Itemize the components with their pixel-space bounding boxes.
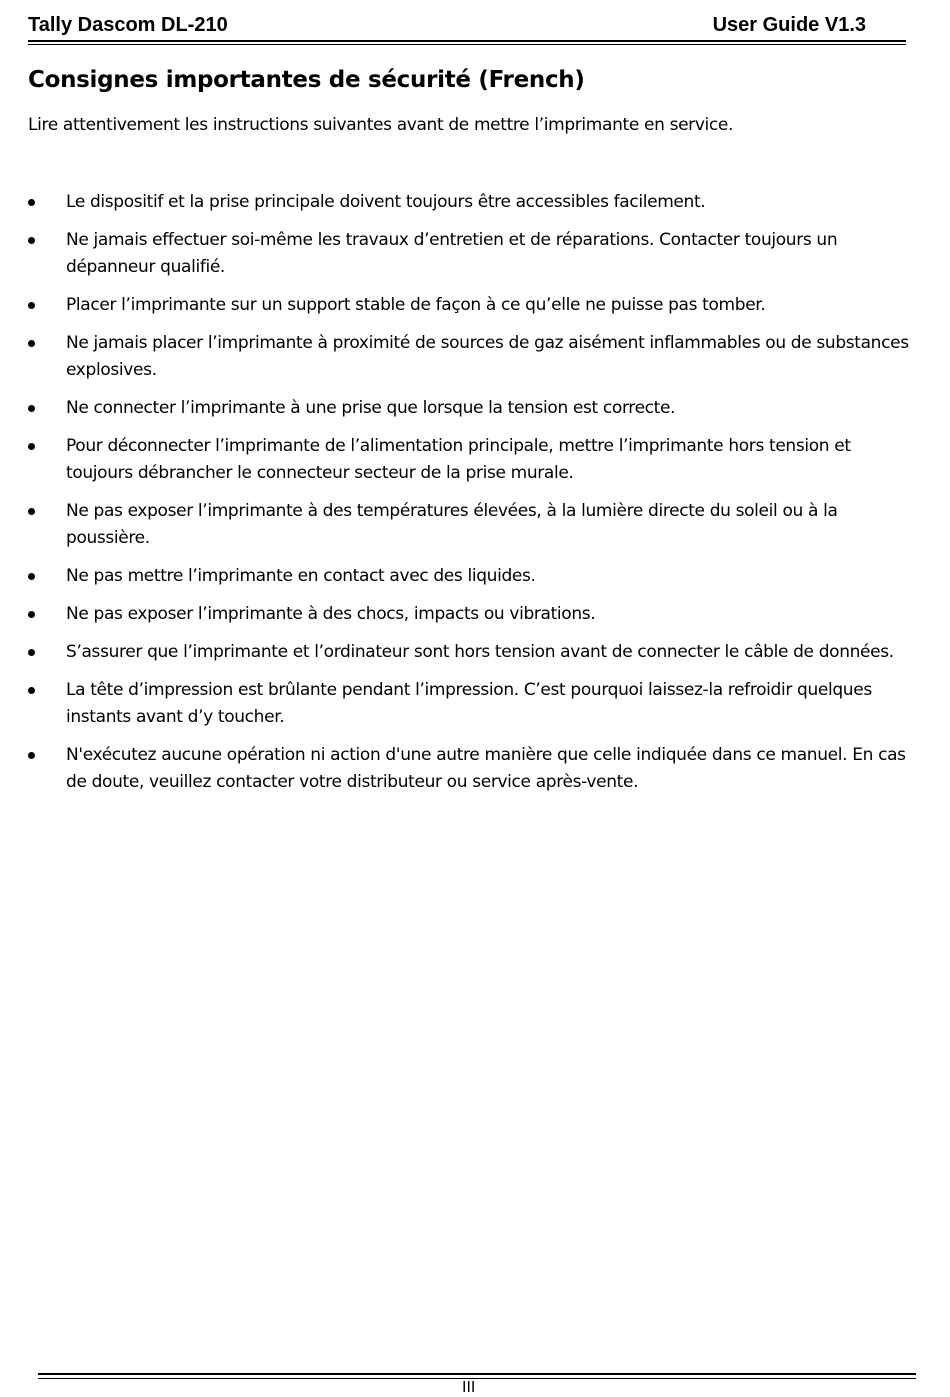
list-item-text: S’assurer que l’imprimante et l’ordinateur sont hors tension avant de connecter le câble de données. (66, 642, 894, 662)
bullet-icon (28, 443, 35, 450)
header-product-name: Tally Dascom DL-210 (28, 14, 228, 36)
list-item (28, 330, 918, 384)
footer-rule-thick (38, 1373, 916, 1375)
list-item-text: Ne jamais effectuer soi-même les travaux d’entretien et de réparations. Contacter toujours un dépanneur qualifié. (66, 230, 838, 277)
list-item-text: Le dispositif et la prise principale doivent toujours être accessibles facilement. (66, 192, 706, 212)
bullet-icon (28, 508, 35, 515)
list-item (28, 395, 918, 422)
bullet-icon (28, 237, 35, 244)
list-item (28, 433, 918, 487)
list-item (28, 563, 918, 590)
bullet-icon (28, 752, 35, 759)
bullet-icon (28, 611, 35, 618)
list-item (28, 677, 918, 731)
list-item-text: Ne connecter l’imprimante à une prise que lorsque la tension est correcte. (66, 398, 676, 418)
bullet-icon (28, 573, 35, 580)
list-item (28, 742, 918, 796)
bullet-icon (28, 199, 35, 206)
intro-paragraph: Lire attentivement les instructions suivantes avant de mettre l’imprimante en service. (28, 115, 734, 135)
list-item-text: Ne pas exposer l’imprimante à des températures élevées, à la lumière directe du soleil ou à la poussière. (66, 501, 838, 548)
list-item (28, 292, 918, 319)
list-item (28, 189, 918, 216)
bullet-icon (28, 649, 35, 656)
footer-rule-thin (38, 1378, 916, 1379)
list-item-text: Placer l’imprimante sur un support stable de façon à ce qu’elle ne puisse pas tomber. (66, 295, 766, 315)
bullet-icon (28, 687, 35, 694)
list-item (28, 498, 918, 552)
bullet-icon (28, 405, 35, 412)
list-item-text: Pour déconnecter l’imprimante de l’alimentation principale, mettre l’imprimante hors tension et toujours débrancher le connecteur secteur de la prise murale. (66, 436, 851, 483)
page-title: Consignes importantes de sécurité (French) (28, 67, 585, 93)
list-item (28, 227, 918, 281)
list-item (28, 639, 918, 666)
header-rule-thick (28, 40, 906, 42)
list-item (28, 601, 918, 628)
page-number: III (462, 1379, 476, 1396)
list-item-text: Ne pas mettre l’imprimante en contact avec des liquides. (66, 566, 536, 586)
list-item-text: N'exécutez aucune opération ni action d'une autre manière que celle indiquée dans ce manuel. En cas de doute, veuillez contacter votre distributeur ou service après-vente. (66, 745, 906, 792)
page-header (28, 10, 906, 38)
list-item-text: La tête d’impression est brûlante pendant l’impression. C’est pourquoi laissez-la refroidir quelques instants avant d’y toucher. (66, 680, 872, 727)
safety-instructions-list (28, 189, 918, 807)
list-item-text: Ne jamais placer l’imprimante à proximité de sources de gaz aisément inflammables ou de substances explosives. (66, 333, 909, 380)
header-rule-thin (28, 44, 906, 45)
bullet-icon (28, 302, 35, 309)
bullet-icon (28, 340, 35, 347)
list-item-text: Ne pas exposer l’imprimante à des chocs, impacts ou vibrations. (66, 604, 596, 624)
header-document-version: User Guide V1.3 (712, 14, 866, 36)
